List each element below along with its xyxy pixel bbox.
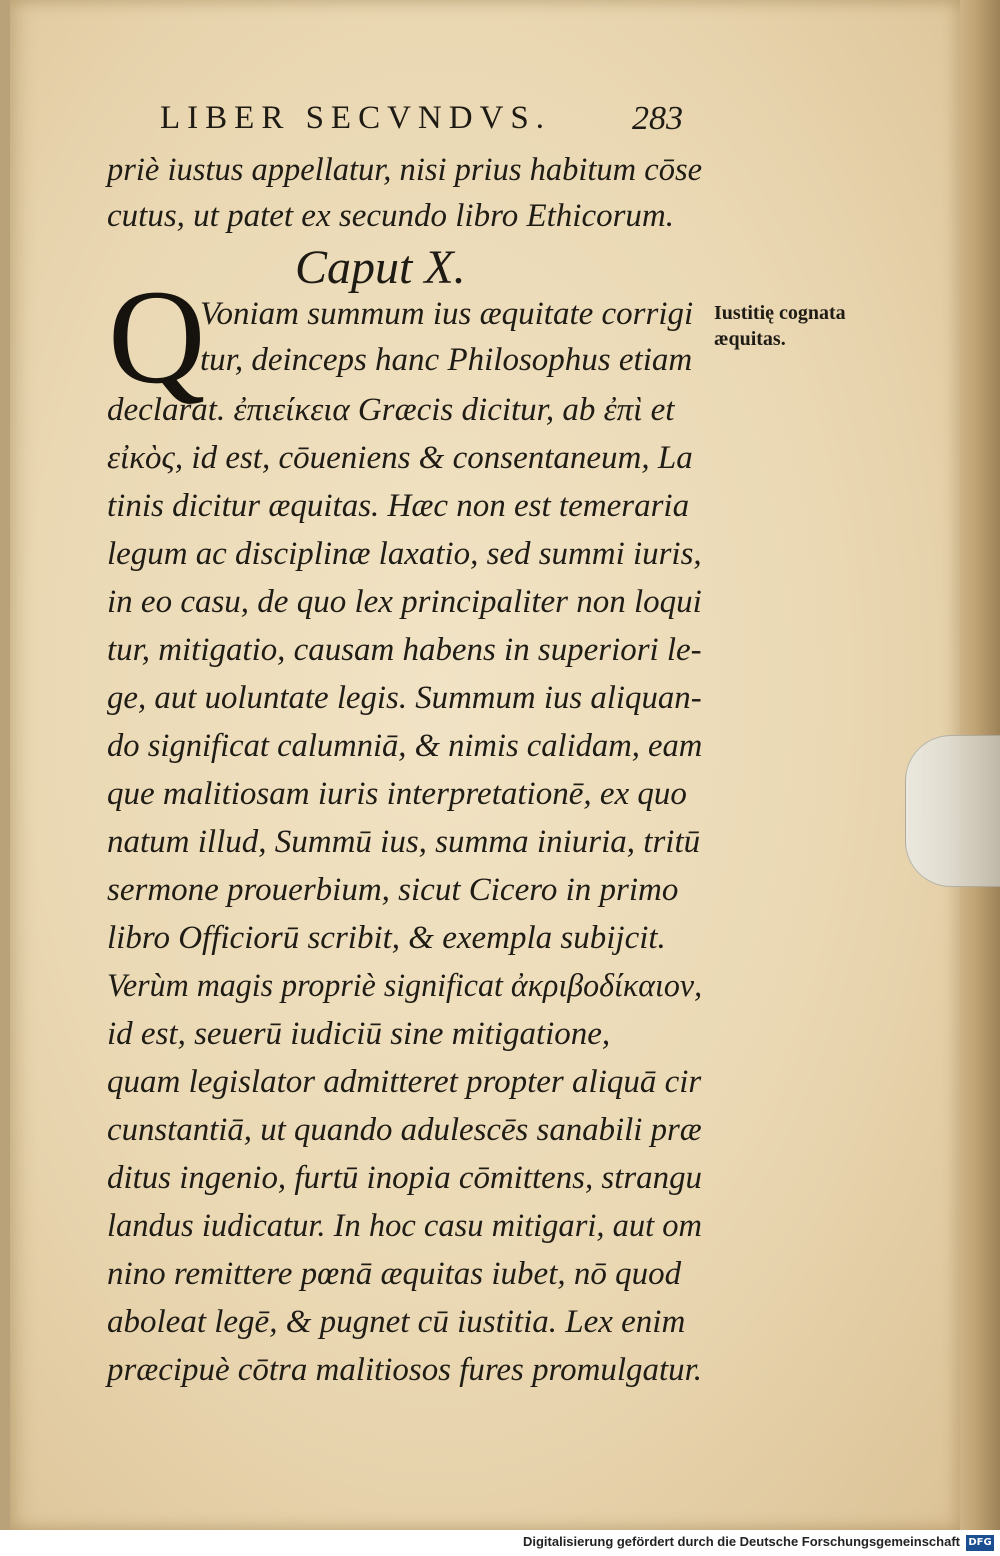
text-line: que malitiosam iuris interpretationē, ex quo (107, 776, 687, 812)
text-line: natum illud, Summū ius, summa iniuria, tritū (107, 824, 701, 860)
text-line: ditus ingenio, furtū inopia cōmittens, strangu (107, 1160, 702, 1196)
text-line: nino remittere pœnā æquitas iubet, nō quod (107, 1256, 682, 1292)
text-line: sermone prouerbium, sicut Cicero in primo (107, 872, 679, 908)
text-line: tur, mitigatio, causam habens in superiori le- (107, 632, 702, 668)
footer-credit: Digitalisierung gefördert durch die Deutsche Forschungsgemeinschaft (522, 1534, 960, 1549)
text-line: declarat. ἐπιείκεια Græcis dicitur, ab ἐπὶ et (107, 392, 675, 428)
text-line: tur, deinceps hanc Philosophus etiam (200, 342, 693, 378)
text-line: libro Officiorū scribit, & exempla subijcit. (107, 920, 666, 956)
dfg-logo: DFG (966, 1535, 994, 1551)
text-line: præcipuè cōtra malitiosos fures promulgatur. (107, 1352, 702, 1388)
text-line: ge, aut uoluntate legis. Summum ius aliquan- (107, 680, 702, 716)
text-line: landus iudicatur. In hoc casu mitigari, aut om (107, 1208, 703, 1244)
text-line: do significat calumniā, & nimis calidam, eam (107, 728, 703, 764)
text-line: id est, seuerū iudiciū sine mitigatione, (107, 1016, 611, 1052)
text-line: Voniam summum ius æquitate corrigi (200, 296, 694, 332)
text-line: priè iustus appellatur, nisi prius habitum cōse (107, 152, 703, 188)
running-head: LIBER SECVNDVS. (160, 100, 552, 136)
text-line: εἰκὸς, id est, cōueniens & consentaneum, La (107, 440, 693, 476)
text-line: in eo casu, de quo lex principaliter non loqui (107, 584, 702, 620)
page-number: 283 (632, 100, 683, 137)
text-line: aboleat legē, & pugnet cū iustitia. Lex enim (107, 1304, 686, 1340)
text-line: cutus, ut patet ex secundo libro Ethicorum. (107, 198, 675, 234)
text-line: legum ac disciplinæ laxatio, sed summi iuris, (107, 536, 702, 572)
text-line: Verùm magis propriè significat ἀκριβοδίκαιον, (107, 968, 703, 1004)
drop-cap: Q (108, 263, 206, 412)
scanner-clip (905, 735, 1000, 887)
text-line: quam legislator admitteret propter aliquā cir (107, 1064, 702, 1100)
marginal-note: Iustitię cognata æquitas. (714, 302, 846, 350)
footer-bar (0, 1530, 1000, 1556)
text-line: cunstantiā, ut quando adulescēs sanabili præ (107, 1112, 702, 1148)
text-line: tinis dicitur æquitas. Hæc non est temeraria (107, 488, 690, 524)
chapter-heading: Caput X. (295, 241, 466, 294)
